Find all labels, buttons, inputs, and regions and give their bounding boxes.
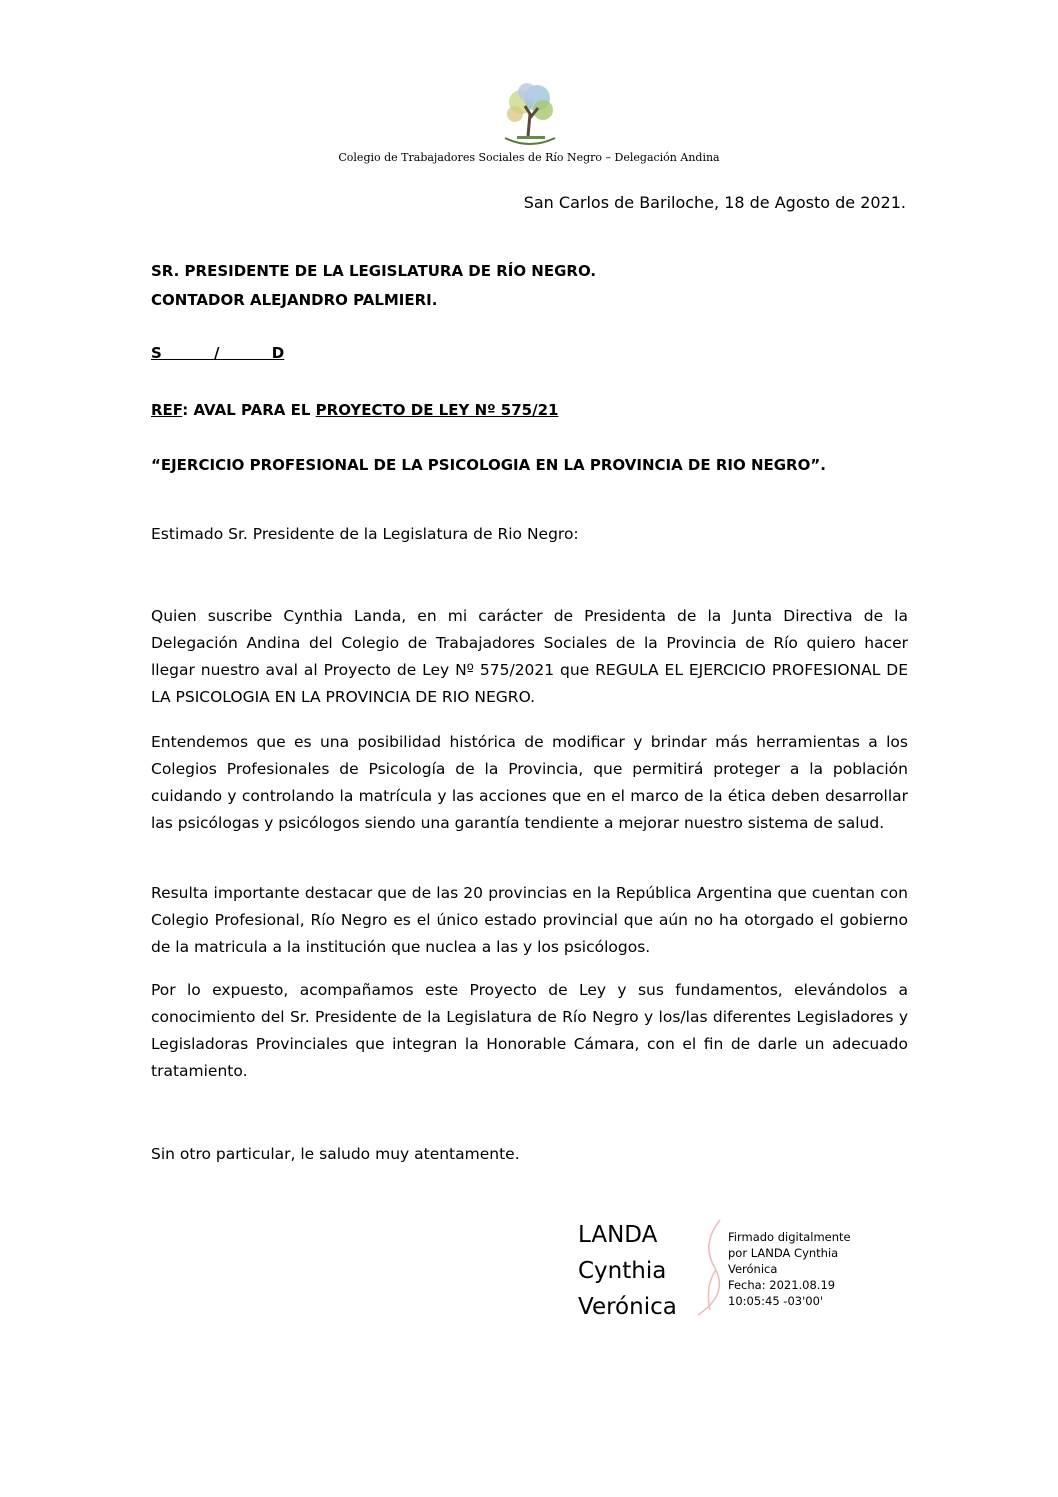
paragraph-3: Resulta importante destacar que de las 20 provincias en la República Argentina que cuentan con Colegio Profesional, Río Negro es el único estado provincial que aún no ha otorgado el gobierno de la matricula a la institución que nuclea a las y los psicólogos. bbox=[151, 884, 908, 956]
paragraph-2: Entendemos que es una posibilidad histórica de modificar y brindar más herramientas a los Colegios Profesionales de Psicología de la Provincia, que permitirá proteger a la población cuidando y controlando la matrícula y las acciones que en el marco de la ética deben desarrollar las psicólogas y psicólogos siendo una garantía tendiente a mejorar nuestro sistema de salud. bbox=[151, 733, 908, 832]
signature-info-line: 10:05:45 -03'00' bbox=[728, 1294, 824, 1308]
project-title: “EJERCICIO PROFESIONAL DE LA PSICOLOGIA EN LA PROVINCIA DE RIO NEGRO”. bbox=[151, 456, 826, 474]
closing-line: Sin otro particular, le saludo muy atentamente. bbox=[151, 1145, 520, 1163]
reference-project: PROYECTO DE LEY Nº 575/21 bbox=[315, 401, 559, 419]
signature-info-line: Firmado digitalmente bbox=[728, 1230, 851, 1244]
signature-info bbox=[728, 1229, 851, 1309]
reference-label: REF bbox=[151, 401, 183, 419]
tree-logo-icon bbox=[497, 80, 563, 152]
salutation: Estimado Sr. Presidente de la Legislatura de Rio Negro: bbox=[151, 525, 579, 543]
addressee-line-2: CONTADOR ALEJANDRO PALMIERI. bbox=[151, 291, 438, 309]
date-line: San Carlos de Bariloche, 18 de Agosto de 2021. bbox=[523, 193, 906, 212]
paragraph-1: Quien suscribe Cynthia Landa, en mi carácter de Presidenta de la Junta Directiva de la Delegación Andina del Colegio de Trabajadores Sociales de la Provincia de Río quiero hacer llegar nuestro aval al Proyecto de Ley Nº 575/2021 que REGULA EL EJERCICIO PROFESIONAL DE LA PSICOLOGIA EN LA PROVINCIA DE RIO NEGRO. bbox=[151, 607, 908, 706]
sd-line: S / D bbox=[151, 344, 285, 362]
signature-name-line: LANDA bbox=[578, 1222, 658, 1248]
signature-name bbox=[578, 1217, 677, 1325]
signature-info-line: Verónica bbox=[728, 1262, 778, 1276]
signature-info-line: por LANDA Cynthia bbox=[728, 1246, 839, 1260]
signature-stroke-icon bbox=[690, 1215, 730, 1325]
organization-header: Colegio de Trabajadores Sociales de Río Negro – Delegación Andina bbox=[338, 151, 720, 164]
signature-name-line: Verónica bbox=[578, 1294, 677, 1320]
signature-info-line: Fecha: 2021.08.19 bbox=[728, 1278, 836, 1292]
signature-name-line: Cynthia bbox=[578, 1258, 667, 1284]
paragraph-4: Por lo expuesto, acompañamos este Proyecto de Ley y sus fundamentos, elevándolos a conocimiento del Sr. Presidente de la Legislatura de Río Negro y los/las diferentes Legisladores y Legisladoras Provinciales que integran la Honorable Cámara, con el fin de darle un adecuado tratamiento. bbox=[151, 981, 908, 1080]
addressee-line-1: SR. PRESIDENTE DE LA LEGISLATURA DE RÍO NEGRO. bbox=[151, 262, 597, 280]
reference-line bbox=[151, 401, 558, 419]
reference-middle: : AVAL PARA EL bbox=[182, 401, 316, 419]
